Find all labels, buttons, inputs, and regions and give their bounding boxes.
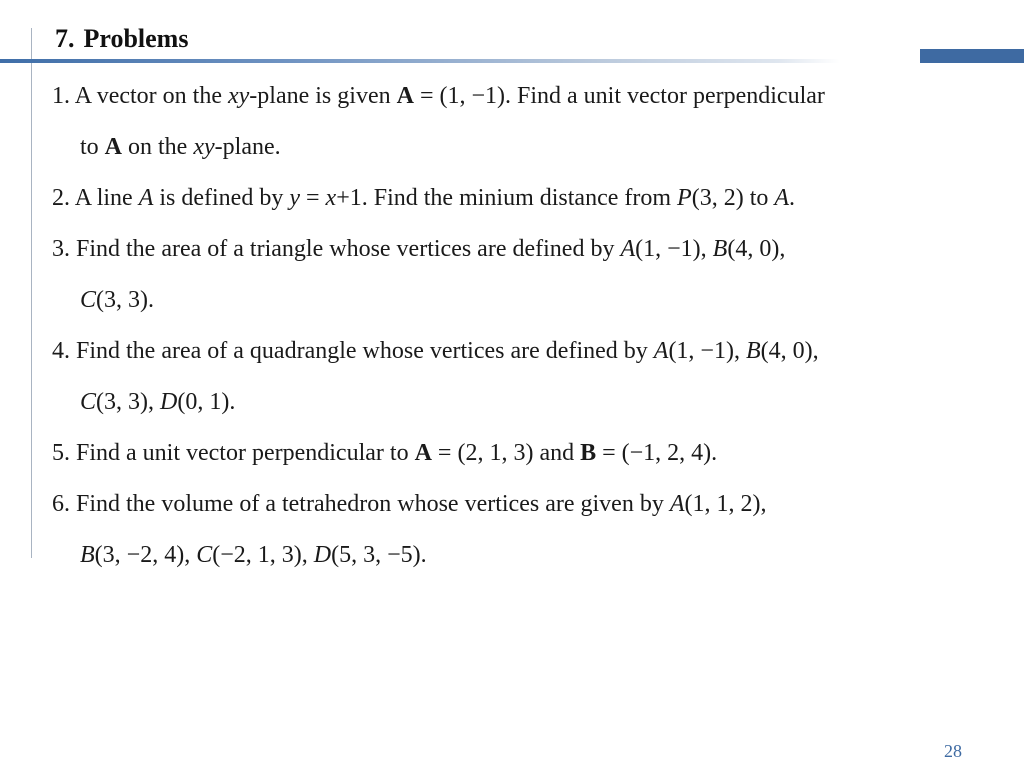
math-variable: A [138, 185, 154, 211]
slide-title [55, 22, 188, 56]
math-vector: A [414, 440, 432, 466]
problem-text: (1, 1, 2), [684, 491, 767, 517]
math-variable: x [325, 185, 337, 211]
problem-number: 5. [52, 440, 70, 466]
math-vector: B [580, 440, 597, 466]
problem-item [52, 224, 992, 275]
problem-text: Find the area of a quadrangle whose vertices are defined by [76, 338, 654, 364]
section-title: Problems [83, 24, 189, 53]
math-variable: C [80, 389, 97, 415]
problem-list [52, 71, 992, 581]
problem-item-continuation [52, 122, 992, 173]
problem-item [52, 428, 992, 479]
problem-text: -plane is given [249, 83, 397, 109]
problem-text: = (1, −1). Find a unit vector perpendicular [413, 83, 825, 109]
problem-item-continuation [52, 530, 992, 581]
math-variable: y [289, 185, 300, 211]
problem-item [52, 173, 992, 224]
problem-item-continuation [52, 275, 992, 326]
problem-text: (1, −1), [668, 338, 746, 364]
problem-text: +1. Find the minium distance from [336, 185, 678, 211]
problem-text: (0, 1). [177, 389, 236, 415]
page-number: 28 [944, 741, 962, 761]
problem-text: (3, 2) to [691, 185, 775, 211]
problem-text: Find the volume of a tetrahedron whose vertices are given by [76, 491, 670, 517]
math-vector: A [396, 83, 414, 109]
problem-text: (1, −1), [635, 236, 713, 262]
problem-item [52, 71, 992, 122]
math-variable: B [712, 236, 728, 262]
problem-text: (4, 0), [760, 338, 819, 364]
title-underline-bar [0, 59, 1024, 63]
problem-text: = [300, 185, 326, 211]
math-variable: D [160, 389, 178, 415]
problem-text: (3, 3), [96, 389, 160, 415]
problem-number: 2. [52, 185, 70, 211]
problem-text: A line [74, 185, 139, 211]
problem-text: to [80, 134, 105, 160]
problem-text: A vector on the [74, 83, 228, 109]
section-number: 7. [55, 24, 75, 53]
problem-text: -plane. [214, 134, 281, 160]
math-variable: C [80, 287, 97, 313]
math-variable: A [774, 185, 790, 211]
math-variable: B [80, 542, 95, 568]
problem-text: on the [122, 134, 194, 160]
vertical-rule [31, 28, 32, 558]
problem-text: (5, 3, −5). [331, 542, 427, 568]
math-variable: xy [193, 134, 215, 160]
problem-text: . [789, 185, 796, 211]
problem-text: is defined by [153, 185, 290, 211]
problem-number: 1. [52, 83, 70, 109]
math-vector: A [104, 134, 123, 160]
problem-text: Find the area of a triangle whose vertices are defined by [76, 236, 621, 262]
problem-item-continuation [52, 377, 992, 428]
math-variable: D [313, 542, 332, 568]
math-variable: xy [227, 83, 250, 109]
problem-item [52, 479, 992, 530]
math-variable: A [653, 338, 669, 364]
math-variable: P [677, 185, 692, 211]
math-variable: A [669, 491, 685, 517]
problem-text: = (−1, 2, 4). [596, 440, 718, 466]
problem-number: 4. [52, 338, 70, 364]
problem-text: Find a unit vector perpendicular to [76, 440, 415, 466]
math-variable: C [196, 542, 213, 568]
math-variable: A [620, 236, 636, 262]
math-variable: B [745, 338, 761, 364]
problem-text: (4, 0), [727, 236, 786, 262]
problem-text: (3, −2, 4), [94, 542, 197, 568]
problem-number: 6. [52, 491, 70, 517]
problem-text: (−2, 1, 3), [212, 542, 314, 568]
problem-text: = (2, 1, 3) and [431, 440, 581, 466]
title-bar-accent-block [920, 49, 1024, 63]
problem-text: (3, 3). [96, 287, 154, 313]
problem-number: 3. [52, 236, 70, 262]
problem-item [52, 326, 992, 377]
